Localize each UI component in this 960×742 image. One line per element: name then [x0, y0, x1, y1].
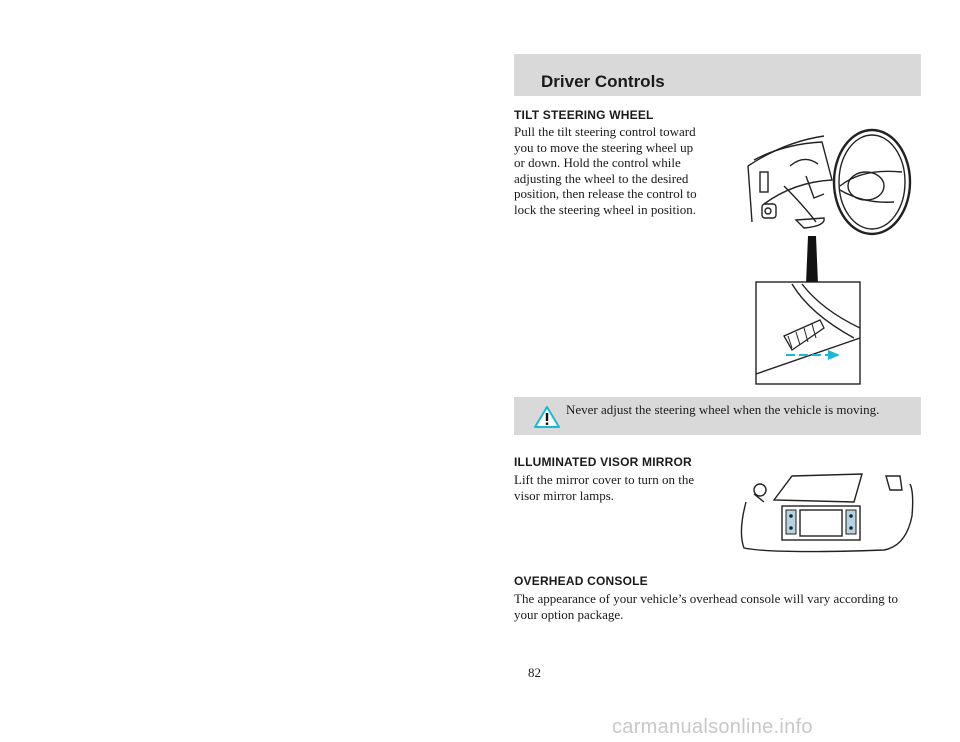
warning-text: Never adjust the steering wheel when the vehicle is moving. [566, 402, 880, 417]
overhead-console-heading: OVERHEAD CONSOLE [514, 574, 648, 588]
visor-mirror-paragraph: Lift the mirror cover to turn on the visor mirror lamps. [514, 472, 695, 503]
section-title: Driver Controls [541, 72, 665, 91]
visor-mirror-illustration [734, 472, 920, 556]
visor-mirror-heading: ILLUMINATED VISOR MIRROR [514, 455, 692, 469]
overhead-console-paragraph: The appearance of your vehicle’s overhead console will vary according to your option package. [514, 591, 899, 622]
warning-triangle-icon [534, 406, 560, 428]
page-number: 82 [528, 665, 541, 680]
steering-wheel-illustration [744, 124, 916, 386]
watermark-text: carmanualsonline.info [612, 716, 813, 738]
tilt-steering-paragraph: Pull the tilt steering control toward you to move the steering wheel up or down. Hold the control while adjusting the wheel to the desired position, then release the control to lock the steering wheel in position. [514, 124, 697, 217]
tilt-steering-heading: TILT STEERING WHEEL [514, 108, 654, 122]
